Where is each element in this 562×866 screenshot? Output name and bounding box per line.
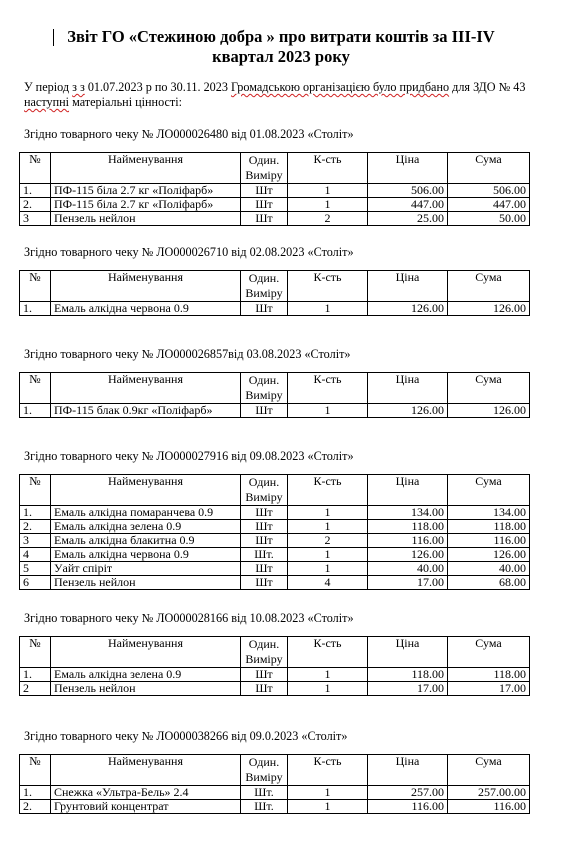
column-header-sum: Сума (448, 373, 530, 404)
item-quantity: 2 (288, 212, 368, 226)
column-header-name: Найменування (51, 755, 241, 786)
column-header-unit: Один. Виміру (241, 755, 288, 786)
item-price: 126.00 (368, 548, 448, 562)
column-header-sum: Сума (448, 153, 530, 184)
item-unit: Шт (241, 534, 288, 548)
table-row (20, 682, 530, 696)
item-quantity: 1 (288, 184, 368, 198)
item-number: 1. (20, 404, 51, 418)
item-name: Емаль алкідна блакитна 0.9 (51, 534, 241, 548)
receipt-table (19, 372, 530, 418)
item-name: Пензель нейлон (51, 682, 241, 696)
item-name: Емаль алкідна червона 0.9 (51, 302, 241, 316)
item-quantity: 1 (288, 198, 368, 212)
item-quantity: 1 (288, 548, 368, 562)
receipt-caption: Згідно товарного чеку № ЛО000026857від 03.08.2023 «Століт» (24, 347, 351, 361)
item-unit: Шт (241, 668, 288, 682)
table-header-row (20, 153, 530, 184)
item-unit: Шт (241, 184, 288, 198)
item-number: 1. (20, 668, 51, 682)
receipt-table (19, 474, 530, 590)
item-sum: 116.00 (448, 534, 530, 548)
item-sum: 134.00 (448, 506, 530, 520)
item-number: 2. (20, 198, 51, 212)
item-unit: Шт (241, 302, 288, 316)
item-price: 118.00 (368, 520, 448, 534)
column-header-unit: Один. Виміру (241, 475, 288, 506)
intro-text: для ЗДО № 43 (449, 80, 526, 94)
item-sum: 447.00 (448, 198, 530, 212)
table-row (20, 786, 530, 800)
column-header-name: Найменування (51, 637, 241, 668)
table-row (20, 562, 530, 576)
intro-text-flagged: наступні (24, 95, 70, 109)
table-row (20, 198, 530, 212)
item-price: 17.00 (368, 576, 448, 590)
column-header-qty: К-сть (288, 373, 368, 404)
item-sum: 506.00 (448, 184, 530, 198)
item-name: ПФ-115 біла 2.7 кг «Поліфарб» (51, 184, 241, 198)
intro-text: У період (24, 80, 73, 94)
item-quantity: 1 (288, 786, 368, 800)
item-number: 4 (20, 548, 51, 562)
item-sum: 50.00 (448, 212, 530, 226)
item-name: ПФ-115 біла 2.7 кг «Поліфарб» (51, 198, 241, 212)
item-quantity: 1 (288, 404, 368, 418)
item-quantity: 4 (288, 576, 368, 590)
column-header-qty: К-сть (288, 475, 368, 506)
column-header-sum: Сума (448, 271, 530, 302)
column-header-name: Найменування (51, 475, 241, 506)
column-header-no: № (20, 637, 51, 668)
receipt-table (19, 636, 530, 696)
receipt-table (19, 754, 530, 814)
intro-text: 01.07.2023 р по 30.11. 2023 (84, 80, 231, 94)
column-header-no: № (20, 475, 51, 506)
table-row (20, 520, 530, 534)
item-quantity: 1 (288, 506, 368, 520)
item-quantity: 1 (288, 800, 368, 814)
column-header-no: № (20, 271, 51, 302)
item-name: Уайт спіріт (51, 562, 241, 576)
item-number: 6 (20, 576, 51, 590)
item-number: 3 (20, 212, 51, 226)
item-unit: Шт. (241, 800, 288, 814)
column-header-price: Ціна (368, 755, 448, 786)
item-number: 1. (20, 302, 51, 316)
item-name: Емаль алкідна червона 0.9 (51, 548, 241, 562)
item-unit: Шт. (241, 548, 288, 562)
table-header-row (20, 637, 530, 668)
item-number: 3 (20, 534, 51, 548)
column-header-no: № (20, 755, 51, 786)
item-price: 126.00 (368, 404, 448, 418)
column-header-qty: К-сть (288, 755, 368, 786)
table-header-row (20, 373, 530, 404)
item-sum: 17.00 (448, 682, 530, 696)
item-price: 447.00 (368, 198, 448, 212)
item-number: 1. (20, 786, 51, 800)
receipt-caption: Згідно товарного чеку № ЛО000038266 від 09.0.2023 «Століт» (24, 729, 348, 743)
report-title-line-2: квартал 2023 року (212, 47, 350, 66)
item-quantity: 1 (288, 668, 368, 682)
item-price: 25.00 (368, 212, 448, 226)
table-row (20, 534, 530, 548)
table-header-row (20, 755, 530, 786)
item-quantity: 1 (288, 682, 368, 696)
receipt-caption: Згідно товарного чеку № ЛО000026480 від 01.08.2023 «Століт» (24, 127, 354, 141)
column-header-qty: К-сть (288, 637, 368, 668)
receipt-caption: Згідно товарного чеку № ЛО000028166 від 10.08.2023 «Століт» (24, 611, 354, 625)
column-header-unit: Один. Виміру (241, 153, 288, 184)
item-unit: Шт (241, 198, 288, 212)
item-name: Емаль алкідна помаранчева 0.9 (51, 506, 241, 520)
column-header-no: № (20, 373, 51, 404)
item-unit: Шт. (241, 786, 288, 800)
column-header-name: Найменування (51, 373, 241, 404)
item-price: 506.00 (368, 184, 448, 198)
column-header-price: Ціна (368, 637, 448, 668)
table-row (20, 576, 530, 590)
table-row (20, 302, 530, 316)
column-header-unit: Один. Виміру (241, 271, 288, 302)
column-header-sum: Сума (448, 755, 530, 786)
column-header-no: № (20, 153, 51, 184)
report-title (30, 27, 532, 67)
intro-paragraph (24, 80, 534, 110)
item-number: 1. (20, 506, 51, 520)
table-row (20, 548, 530, 562)
item-sum: 68.00 (448, 576, 530, 590)
item-number: 5 (20, 562, 51, 576)
table-row (20, 404, 530, 418)
column-header-qty: К-сть (288, 271, 368, 302)
item-sum: 257.00.00 (448, 786, 530, 800)
item-sum: 126.00 (448, 404, 530, 418)
item-name: Снежка «Ультра-Бель» 2.4 (51, 786, 241, 800)
item-price: 118.00 (368, 668, 448, 682)
item-quantity: 2 (288, 534, 368, 548)
item-unit: Шт (241, 682, 288, 696)
item-unit: Шт (241, 562, 288, 576)
item-quantity: 1 (288, 302, 368, 316)
item-sum: 126.00 (448, 302, 530, 316)
column-header-price: Ціна (368, 153, 448, 184)
table-row (20, 668, 530, 682)
column-header-name: Найменування (51, 153, 241, 184)
column-header-price: Ціна (368, 475, 448, 506)
item-name: Грунтовий концентрат (51, 800, 241, 814)
table-header-row (20, 475, 530, 506)
column-header-unit: Один. Виміру (241, 373, 288, 404)
column-header-sum: Сума (448, 637, 530, 668)
item-sum: 40.00 (448, 562, 530, 576)
column-header-sum: Сума (448, 475, 530, 506)
item-price: 126.00 (368, 302, 448, 316)
table-row (20, 800, 530, 814)
item-quantity: 1 (288, 520, 368, 534)
item-number: 2. (20, 800, 51, 814)
item-name: Емаль алкідна зелена 0.9 (51, 668, 241, 682)
item-unit: Шт (241, 404, 288, 418)
column-header-price: Ціна (368, 373, 448, 404)
item-price: 116.00 (368, 534, 448, 548)
table-row (20, 212, 530, 226)
item-number: 2. (20, 520, 51, 534)
receipt-table (19, 270, 530, 316)
intro-text-flagged: Громадською організацією було придбано (231, 80, 450, 94)
table-row (20, 506, 530, 520)
item-sum: 116.00 (448, 800, 530, 814)
receipt-caption: Згідно товарного чеку № ЛО000027916 від 09.08.2023 «Століт» (24, 449, 354, 463)
item-unit: Шт (241, 576, 288, 590)
item-sum: 118.00 (448, 520, 530, 534)
item-sum: 118.00 (448, 668, 530, 682)
item-price: 17.00 (368, 682, 448, 696)
item-name: Пензель нейлон (51, 212, 241, 226)
item-number: 2 (20, 682, 51, 696)
receipt-table (19, 152, 530, 226)
report-title-line-1: Звіт ГО «Стежиною добра » про витрати коштів за ІІІ-IV (67, 27, 495, 46)
item-name: Емаль алкідна зелена 0.9 (51, 520, 241, 534)
item-quantity: 1 (288, 562, 368, 576)
item-name: Пензель нейлон (51, 576, 241, 590)
column-header-unit: Один. Виміру (241, 637, 288, 668)
item-price: 40.00 (368, 562, 448, 576)
item-sum: 126.00 (448, 548, 530, 562)
column-header-qty: К-сть (288, 153, 368, 184)
item-name: ПФ-115 блак 0.9кг «Поліфарб» (51, 404, 241, 418)
item-price: 257.00 (368, 786, 448, 800)
item-unit: Шт (241, 506, 288, 520)
item-price: 134.00 (368, 506, 448, 520)
intro-text: матеріальні цінності: (69, 95, 182, 109)
item-price: 116.00 (368, 800, 448, 814)
intro-text-flagged: з з (72, 80, 85, 94)
item-number: 1. (20, 184, 51, 198)
receipt-caption: Згідно товарного чеку № ЛО000026710 від 02.08.2023 «Століт» (24, 245, 354, 259)
column-header-price: Ціна (368, 271, 448, 302)
item-unit: Шт (241, 212, 288, 226)
table-row (20, 184, 530, 198)
item-unit: Шт (241, 520, 288, 534)
column-header-name: Найменування (51, 271, 241, 302)
table-header-row (20, 271, 530, 302)
